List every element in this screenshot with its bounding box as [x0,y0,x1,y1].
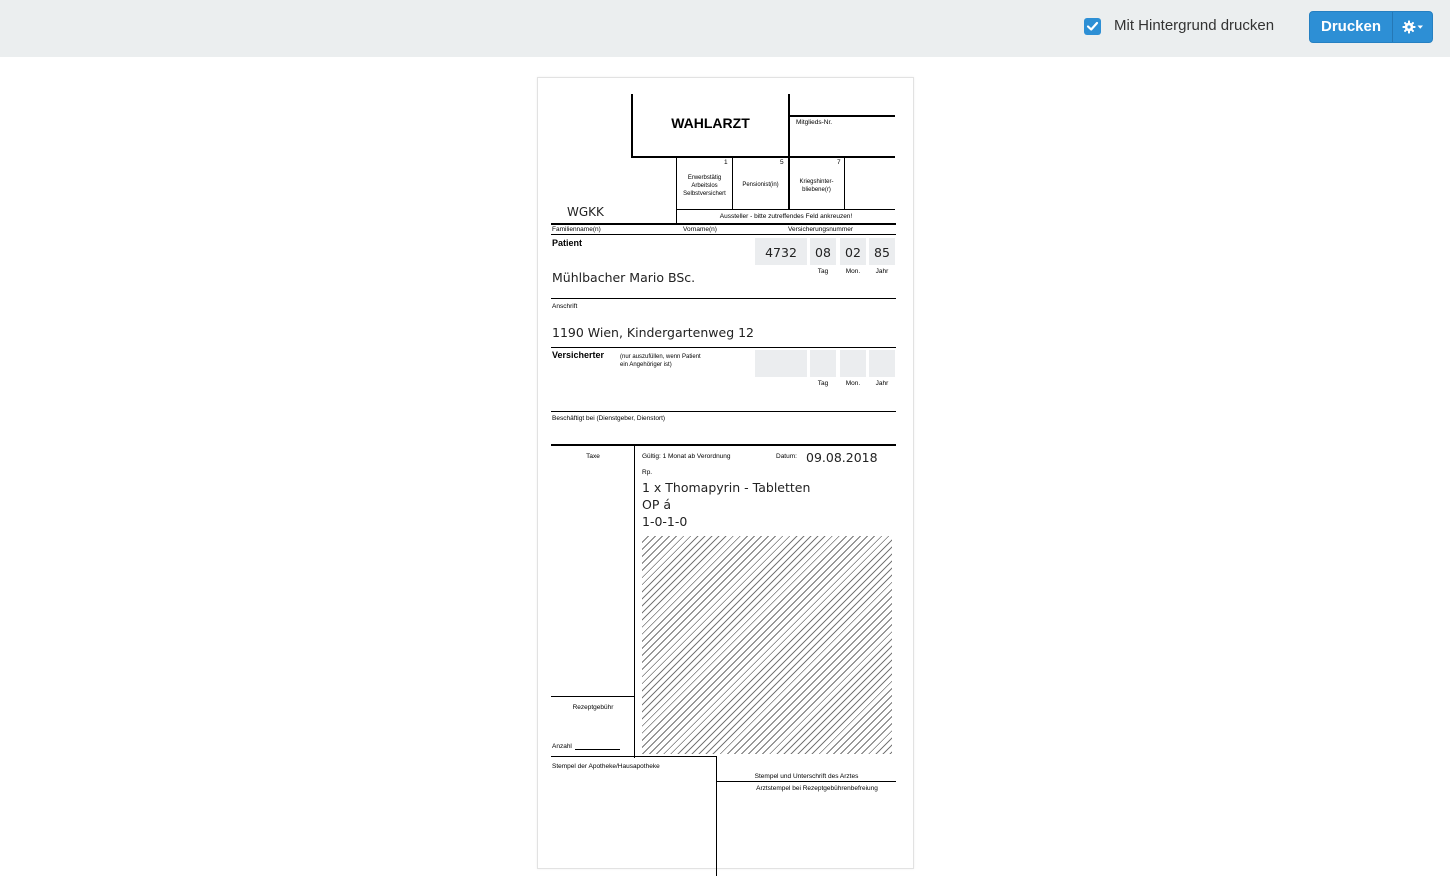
insured-year-box[interactable] [869,350,895,377]
cat-bottom-border [676,209,895,210]
category-7-number: 7 [837,159,841,166]
day-label: Tag [817,268,829,275]
doctor-stamp-fee-label: Arztstempel bei Rezeptgebührenbefreiung [756,785,878,792]
validity-label: Gültig: 1 Monat ab Verordnung [642,453,731,460]
birth-day: 08 [815,245,831,260]
gear-icon [1402,20,1424,34]
background-print-checkbox[interactable] [1084,18,1101,35]
insured-month-box[interactable] [840,350,866,377]
address-line [551,347,896,348]
count-line [575,749,620,750]
fee-top-line [551,696,635,697]
insured-line [551,411,896,412]
patient-label: Patient [552,238,583,248]
member-no-label: Mitglieds-Nr. [796,119,833,126]
section-top-line [551,223,896,225]
category-1-label: Erwerbstätig Arbeitslos Selbstversichert [683,175,726,197]
insured-number-box[interactable] [755,350,807,377]
fee-label: Rezeptgebühr [572,704,614,711]
patient-name: Mühlbacher Mario BSc. [552,270,696,285]
print-button[interactable]: Drucken [1320,18,1382,35]
insured-note: (nur auszufüllen, wenn Patient ein Angehöriger ist) [620,354,701,368]
employer-label: Beschäftigt bei (Dienstgeber, Dienstort) [552,415,666,422]
doctor-signature-label: Stempel und Unterschrift des Arztes [754,773,859,780]
background-print-label[interactable]: Mit Hintergrund drucken [1114,17,1275,34]
print-settings-dropdown[interactable] [1392,12,1433,42]
insured-day-label: Tag [817,380,829,387]
print-button-group [1309,11,1433,43]
date-label: Datum: [776,453,797,460]
checkmark-icon [1086,20,1099,33]
taxe-divider [634,445,635,758]
doctor-signature-line [717,781,896,782]
insured-month-label: Mon. [845,380,861,387]
header-bottom-border [631,156,895,158]
patient-line [551,298,896,299]
category-1-number: 1 [724,159,728,166]
insured-year-label: Jahr [875,380,889,387]
taxe-label: Taxe [586,453,600,460]
rp-label: Rp. [642,469,653,476]
patient-address: 1190 Wien, Kindergartenweg 12 [552,325,755,340]
category-5-label: Pensionist(in) [742,182,779,188]
address-label: Anschrift [552,303,578,310]
insurer-name: WGKK [567,205,604,219]
prescription-line-1: 1 x Thomapyrin - Tabletten [642,480,811,495]
employer-line [551,444,896,446]
first-name-column: Vorname(n) [683,226,717,233]
family-name-column: Familienname(n) [552,226,601,233]
count-label: Anzahl [552,743,572,750]
prescription-form [537,77,914,869]
void-hatch-area [642,536,892,754]
category-5-number: 5 [780,159,784,166]
category-7-label: Kriegshinter- bliebene(r) [799,179,834,193]
year-label: Jahr [875,268,889,275]
month-label: Mon. [845,268,861,275]
insurance-number-column: Versicherungsnummer [788,226,854,233]
caret-down-icon [1418,26,1424,29]
birth-year: 85 [874,245,890,260]
insurance-number: 4732 [765,245,797,260]
pharmacy-stamp-label: Stempel der Apotheke/Hausapotheke [552,763,660,770]
insured-label: Versicherter [552,350,605,360]
member-top-border [788,115,895,117]
column-header-line [551,234,896,235]
prescription-date: 09.08.2018 [806,450,878,465]
pharmacy-top-line [551,756,717,757]
insured-day-box[interactable] [810,350,836,377]
prescription-line-3: 1-0-1-0 [642,514,688,529]
birth-month: 02 [845,245,861,260]
cat-border-3 [844,158,845,210]
issuer-note: Aussteller - bitte zutreffendes Feld ankreuzen! [719,213,853,220]
prescription-line-2: OP á [642,497,672,512]
print-toolbar [0,0,1450,57]
form-title: WAHLARZT [671,115,750,131]
